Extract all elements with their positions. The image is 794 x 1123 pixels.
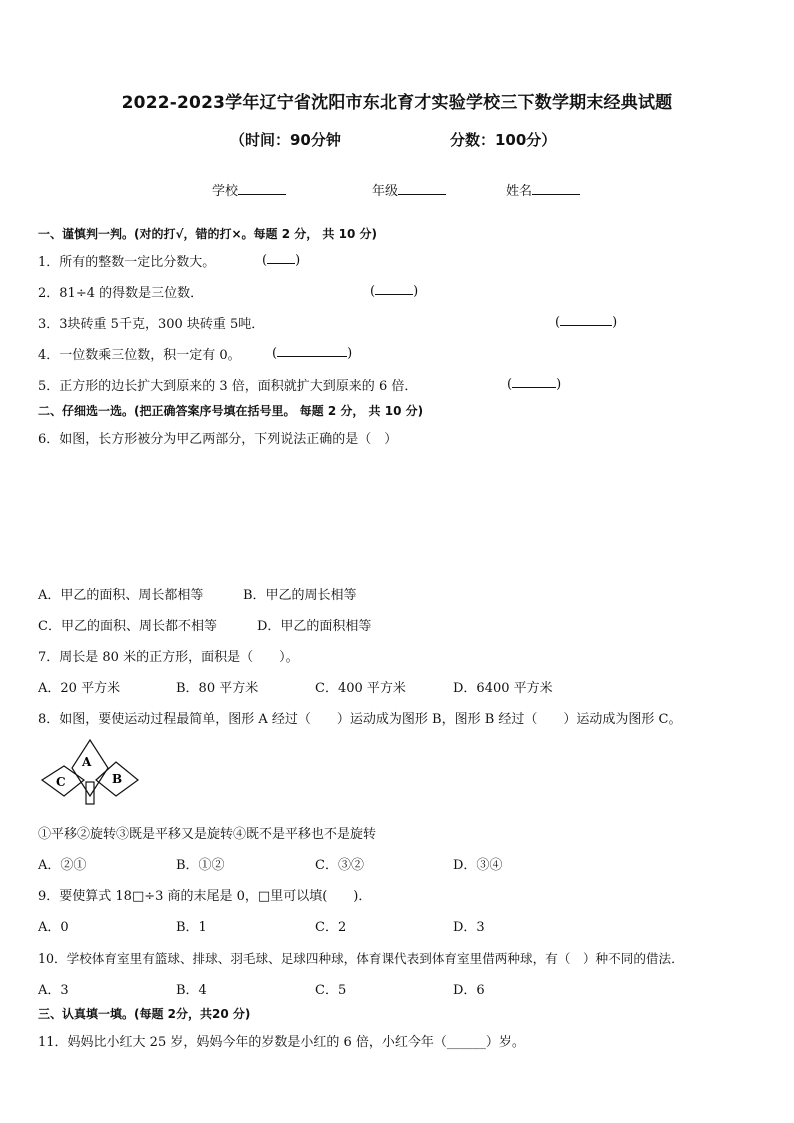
- answer-4[interactable]: ( ): [272, 346, 353, 361]
- exam-time: （时间：90分钟: [230, 131, 341, 149]
- q7-option-b[interactable]: B．80 平方米: [176, 681, 259, 696]
- q8-option-a[interactable]: A．②①: [38, 858, 87, 873]
- q8-option-d[interactable]: D．③④: [453, 858, 503, 873]
- question-4: 4．一位数乘三位数，积一定有 0。: [38, 348, 241, 363]
- q9-option-b[interactable]: B．1: [176, 920, 207, 935]
- question-3: 3．3块砖重 5千克，300 块砖重 5吨．: [38, 317, 265, 332]
- q6-option-a[interactable]: A．甲乙的面积、周长都相等: [38, 588, 204, 603]
- question-6: 6．如图，长方形被分为甲乙两部分，下列说法正确的是（ ）: [38, 432, 398, 447]
- question-8: 8．如图，要使运动过程最简单，图形 A 经过（ ）运动成为图形 B，图形 B 经过（ ）运动成为图形 C。: [38, 712, 682, 727]
- question-8-choices: ①平移②旋转③既是平移又是旋转④既不是平移也不是旋转: [38, 827, 377, 842]
- answer-3[interactable]: ( ): [555, 315, 618, 330]
- question-7: 7．周长是 80 米的正方形，面积是（ ）。: [38, 650, 299, 665]
- school-blank[interactable]: [238, 182, 286, 195]
- section-3-heading: 三、认真填一填。(每题 2分，共20 分): [38, 1007, 251, 1021]
- q6-option-d[interactable]: D．甲乙的面积相等: [257, 619, 372, 634]
- answer-5[interactable]: ( ): [507, 377, 562, 392]
- q10-option-a[interactable]: A．3: [38, 983, 69, 998]
- q7-option-c[interactable]: C．400 平方米: [315, 681, 406, 696]
- name-label: 姓名: [506, 184, 533, 199]
- question-5: 5．正方形的边长扩大到原来的 3 倍，面积就扩大到原来的 6 倍．: [38, 379, 418, 394]
- q7-option-d[interactable]: D．6400 平方米: [453, 681, 553, 696]
- q9-option-c[interactable]: C．2: [315, 920, 347, 935]
- name-blank[interactable]: [532, 182, 580, 195]
- question-11: 11．妈妈比小红大 25 岁，妈妈今年的岁数是小红的 6 倍，小红今年（______）岁。: [38, 1035, 525, 1050]
- shapes-figure: [38, 738, 148, 808]
- q7-option-a[interactable]: A．20 平方米: [38, 681, 121, 696]
- shape-c-label: C: [56, 775, 66, 789]
- section-2-heading: 二、仔细选一选。(把正确答案序号填在括号里。 每题 2 分， 共 10 分): [38, 404, 424, 418]
- q10-option-b[interactable]: B．4: [176, 983, 207, 998]
- q8-option-b[interactable]: B．①②: [176, 858, 225, 873]
- question-10: 10．学校体育室里有篮球、排球、羽毛球、足球四种球，体育课代表到体育室里借两种球，有（ ）种不同的借法．: [38, 951, 684, 966]
- page-title: 2022-2023学年辽宁省沈阳市东北育才实验学校三下数学期末经典试题: [121, 93, 673, 113]
- question-9: 9．要使算式 18□÷3 商的末尾是 0，□里可以填( )．: [38, 889, 372, 904]
- q6-option-b[interactable]: B．甲乙的周长相等: [243, 588, 357, 603]
- shape-b-label: B: [112, 772, 123, 786]
- question-2: 2．81÷4 的得数是三位数．: [38, 286, 204, 301]
- answer-1[interactable]: ( ): [262, 253, 301, 268]
- answer-2[interactable]: ( ): [370, 284, 419, 299]
- section-1-heading: 一、谨慎判一判。(对的打√，错的打×。每题 2 分， 共 10 分): [38, 227, 377, 241]
- exam-score: 分数：100分）: [450, 131, 557, 149]
- q6-option-c[interactable]: C．甲乙的面积、周长都不相等: [38, 619, 217, 634]
- question-1: 1．所有的整数一定比分数大。: [38, 255, 216, 270]
- q9-option-a[interactable]: A．0: [38, 920, 69, 935]
- shape-a-label: A: [82, 755, 92, 769]
- school-field: [212, 180, 286, 199]
- q9-option-d[interactable]: D．3: [453, 920, 485, 935]
- q10-option-d[interactable]: D．6: [453, 983, 485, 998]
- grade-label: 年级: [372, 184, 399, 199]
- q10-option-c[interactable]: C．5: [315, 983, 347, 998]
- q8-option-c[interactable]: C．③②: [315, 858, 364, 873]
- grade-blank[interactable]: [398, 182, 446, 195]
- shape-stem: [86, 782, 94, 804]
- school-label: 学校: [212, 184, 239, 199]
- name-field: [506, 180, 580, 199]
- grade-field: [372, 180, 446, 199]
